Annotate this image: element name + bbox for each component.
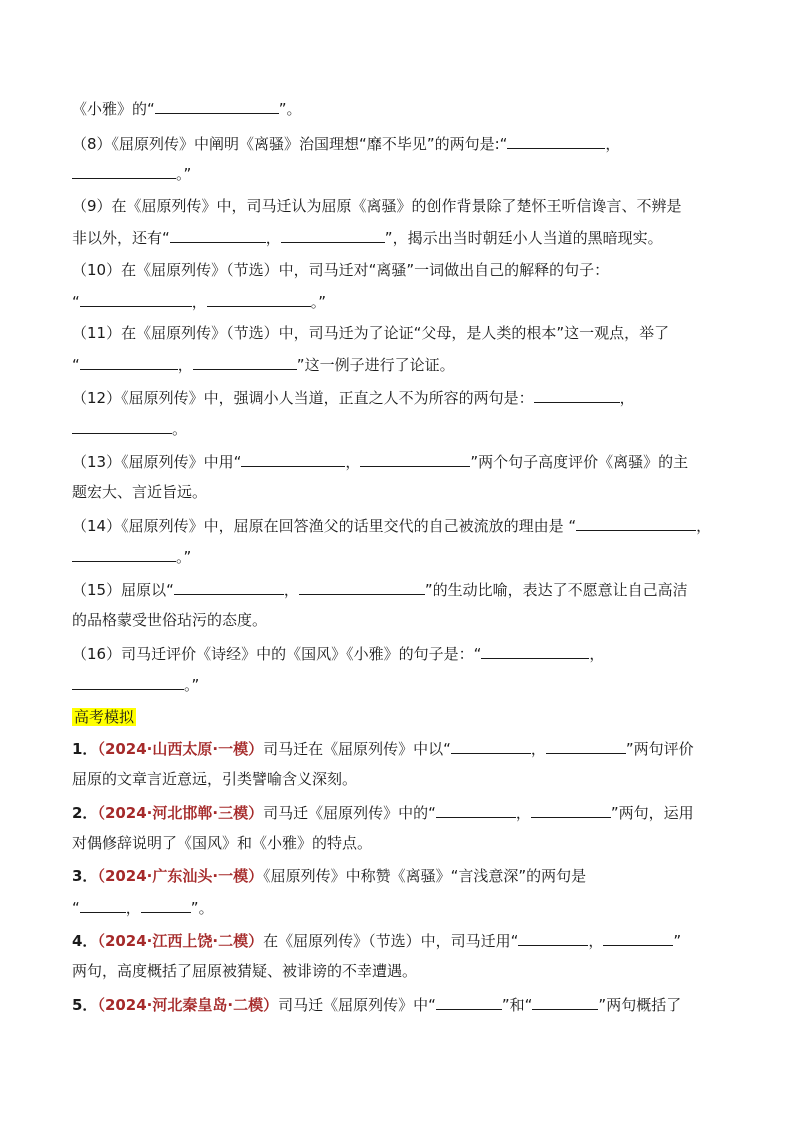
answer-blank[interactable] — [207, 290, 311, 307]
answer-blank[interactable] — [170, 226, 266, 243]
question-8-cont: 。” — [72, 162, 722, 185]
line-7-tail: 《小雅》的“ ”。 — [72, 97, 722, 120]
source-tag: （2024·河北秦皇岛·二模） — [97, 996, 279, 1014]
exam-question-5: 5．（2024·河北秦皇岛·二模）司马迁《屈原列传》中“ ”和“ ”两句概括了 — [72, 993, 722, 1016]
exam-question-3: 3．（2024·广东汕头·一模）《屈原列传》中称赞《离骚》“言浅意深”的两句是 — [72, 867, 587, 885]
question-13: （13）《屈原列传》中用“ ， ”两个句子高度评价《离骚》的主 — [72, 450, 722, 473]
question-9: （9）在《屈原列传》中，司马迁认为屈原《离骚》的创作背景除了楚怀王听信谗言、不辨是 — [72, 197, 682, 215]
answer-blank[interactable] — [174, 578, 284, 595]
question-10-cont: “ ， 。” — [72, 290, 722, 313]
source-tag: （2024·江西上饶·二模） — [97, 932, 264, 950]
exam-question-2: 2．（2024·河北邯郸·三模）司马迁《屈原列传》中的“ ， ”两句，运用 — [72, 801, 722, 824]
answer-blank[interactable] — [193, 353, 297, 370]
answer-blank[interactable] — [532, 993, 598, 1010]
answer-blank[interactable] — [72, 673, 184, 690]
source-tag: （2024·广东汕头·一模） — [97, 867, 264, 885]
answer-blank[interactable] — [299, 578, 425, 595]
exam-question-4: 4．（2024·江西上饶·二模）在《屈原列传》（节选）中，司马迁用“ ， ” — [72, 929, 722, 952]
answer-blank[interactable] — [451, 737, 531, 754]
question-10: （10）在《屈原列传》（节选）中，司马迁对“离骚”一词做出自己的解释的句子： — [72, 261, 610, 279]
answer-blank[interactable] — [534, 386, 620, 403]
question-9-cont: 非以外，还有“ ， ”，揭示出当时朝廷小人当道的黑暗现实。 — [72, 226, 722, 249]
answer-blank[interactable] — [436, 801, 516, 818]
answer-blank[interactable] — [603, 929, 673, 946]
question-11: （11）在《屈原列传》（节选）中，司马迁为了论证“父母，是人类的根本”这一观点，举了 — [72, 324, 670, 342]
answer-blank[interactable] — [507, 132, 605, 149]
answer-blank[interactable] — [576, 514, 696, 531]
answer-blank[interactable] — [72, 417, 172, 434]
answer-blank[interactable] — [80, 290, 192, 307]
answer-blank[interactable] — [72, 162, 176, 179]
exam-question-4-cont: 两句，高度概括了屈原被猜疑、被诽谤的不幸遭遇。 — [72, 962, 418, 980]
exam-question-1-cont: 屈原的文章言近意远，引类譬喻含义深刻。 — [72, 770, 358, 788]
source-tag: （2024·河北邯郸·三模） — [97, 804, 264, 822]
question-14-cont: 。” — [72, 545, 722, 568]
section-title: 高考模拟 — [74, 708, 135, 726]
exam-question-3-cont: “ ， ”。 — [72, 896, 722, 919]
answer-blank[interactable] — [80, 896, 126, 913]
answer-blank[interactable] — [360, 450, 470, 467]
section-header — [72, 706, 722, 728]
question-11-cont: “ ， ”这一例子进行了论证。 — [72, 353, 722, 376]
answer-blank[interactable] — [141, 896, 191, 913]
exam-question-1: 1．（2024·山西太原·一模）司马迁在《屈原列传》中以“ ， ”两句评价 — [72, 737, 722, 760]
question-14: （14）《屈原列传》中，屈原在回答渔父的话里交代的自己被流放的理由是 “ ， — [72, 514, 722, 537]
question-16: （16）司马迁评价《诗经》中的《国风》《小雅》的句子是：“ ， — [72, 642, 722, 665]
answer-blank[interactable] — [481, 642, 589, 659]
answer-blank[interactable] — [281, 226, 385, 243]
question-16-cont: 。” — [72, 673, 722, 696]
answer-blank[interactable] — [531, 801, 611, 818]
answer-blank[interactable] — [546, 737, 626, 754]
exam-question-2-cont: 对偶修辞说明了《国风》和《小雅》的特点。 — [72, 834, 373, 852]
question-12: （12）《屈原列传》中，强调小人当道，正直之人不为所容的两句是： ， — [72, 386, 722, 409]
answer-blank[interactable] — [80, 353, 178, 370]
question-15-cont: 的品格蒙受世俗玷污的态度。 — [72, 611, 268, 629]
answer-blank[interactable] — [241, 450, 345, 467]
question-8: （8）《屈原列传》中阐明《离骚》治国理想“靡不毕见”的两句是:“ ， — [72, 132, 722, 155]
answer-blank[interactable] — [518, 929, 588, 946]
question-15: （15）屈原以“ ， ”的生动比喻，表达了不愿意让自己高洁 — [72, 578, 722, 601]
question-12-cont: 。 — [72, 417, 722, 440]
question-13-cont: 题宏大、言近旨远。 — [72, 483, 208, 501]
source-tag: （2024·山西太原·一模） — [97, 740, 264, 758]
answer-blank[interactable] — [436, 993, 502, 1010]
answer-blank[interactable] — [155, 97, 279, 114]
answer-blank[interactable] — [72, 545, 176, 562]
